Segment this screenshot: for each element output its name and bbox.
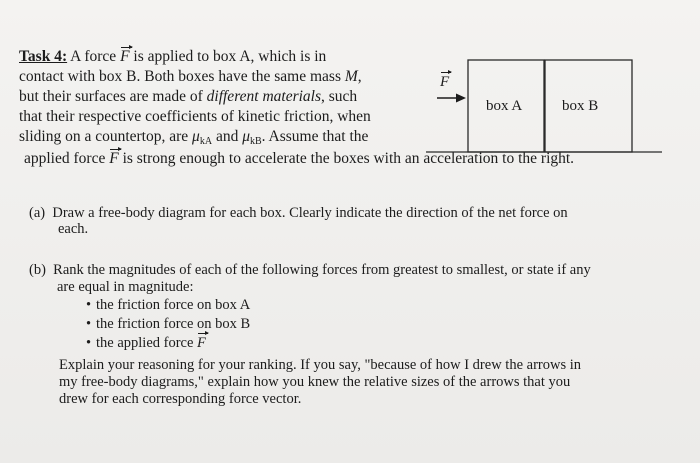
- part-a-line-1: (a) Draw a free-body diagram for each box. Clearly indicate the direction of the net force on: [29, 205, 568, 221]
- part-a-line-2: each.: [58, 221, 89, 237]
- force-vector-symbol: F: [120, 48, 130, 65]
- applied-force-arrowhead: [456, 94, 466, 103]
- force-label: F: [440, 74, 450, 90]
- explain-line-3: drew for each corresponding force vector.: [59, 391, 302, 407]
- part-b-marker: (b): [29, 262, 46, 278]
- task-line-6: applied force F is strong enough to accelerate the boxes with an acceleration to the right.: [24, 150, 575, 167]
- box-a-label: box A: [486, 98, 523, 114]
- part-b-line-2: are equal in magnitude:: [57, 279, 194, 295]
- bullet-item: • the friction force on box A: [86, 297, 251, 313]
- part-a-marker: (a): [29, 205, 46, 221]
- task-line-5: sliding on a countertop, are $\mu_{kA}$ and $\mu_{kB}$. Assume that the: [19, 128, 369, 147]
- task-line-4: that their respective coefficients of kinetic friction, when: [19, 108, 371, 125]
- box-b-label: box B: [562, 98, 599, 114]
- bullet-item: • the friction force on box B: [86, 316, 251, 332]
- explain-line-1: Explain your reasoning for your ranking. If you say, "because of how I drew the arrows in: [59, 357, 581, 373]
- task-line-3: but their surfaces are made of different materials, such: [19, 88, 358, 105]
- explain-line-2: my free-body diagrams," explain how you knew the relative sizes of the arrows that you: [59, 374, 571, 390]
- task-line-1: Task 4: A force F is applied to box A, which is in: [19, 48, 327, 65]
- task-label: Task 4:: [19, 48, 68, 65]
- task-line-2: contact with box B. Both boxes have the same mass M,: [19, 68, 362, 85]
- bullet-item: • the applied force F: [86, 335, 206, 351]
- part-b-line-1: (b) Rank the magnitudes of each of the following forces from greatest to smallest, or state if any: [29, 262, 591, 278]
